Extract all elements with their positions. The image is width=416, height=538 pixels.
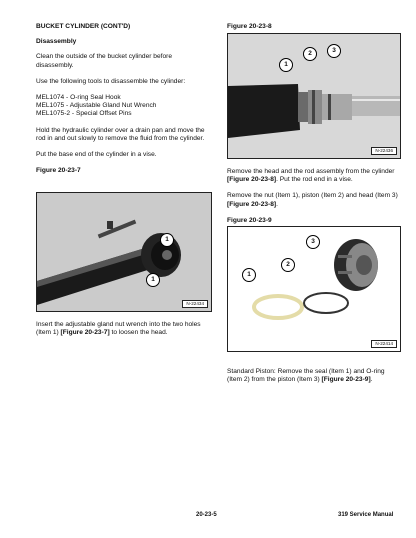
figure-reference: [Figure 20-23-7]	[60, 329, 110, 337]
figure-20-23-7	[36, 192, 212, 312]
right-column-middle	[227, 168, 399, 225]
paragraph	[227, 368, 399, 384]
cylinder-photo	[37, 193, 211, 311]
figure-title: Figure 20-23-7	[36, 167, 81, 175]
tool-item: MEL1075 - Adjustable Gland Nut Wrench	[36, 102, 157, 110]
callout-1: 1	[279, 58, 293, 72]
figure-reference: [Figure 20-23-8]	[227, 176, 277, 184]
callout-2: 2	[281, 258, 295, 272]
paragraph	[227, 168, 399, 184]
paragraph: Use the following tools to disassemble the cylinder:	[36, 77, 186, 85]
tool-item: MEL1075-2 - Special Offset Pins	[36, 110, 132, 118]
figure-20-23-9	[227, 226, 401, 352]
figure-title: Figure 20-23-9	[227, 216, 272, 224]
figure-tag: N-22436	[371, 147, 397, 155]
figure-title: Figure 20-23-8	[227, 23, 272, 30]
text: .	[276, 200, 278, 208]
text: to loosen the head.	[109, 329, 168, 337]
right-column-bottom	[227, 368, 399, 384]
text: Insert the adjustable gland nut wrench into the two holes (Item 1)	[36, 321, 201, 337]
figure-tag: N-22434	[182, 300, 208, 308]
text: Standard Piston: Remove the seal (Item 1) and O-ring (Item 2) from the piston (Item 3)	[227, 368, 385, 384]
figure-reference: [Figure 20-23-9]	[321, 376, 371, 384]
left-column	[36, 23, 210, 175]
tool-item: MEL1074 - O-ring Seal Hook	[36, 94, 121, 102]
callout-2: 2	[303, 47, 317, 61]
left-column-bottom	[36, 321, 210, 337]
subheading: Disassembly	[36, 38, 77, 46]
callout-1: 1	[242, 268, 256, 282]
text: . Put the rod end in a vise.	[276, 176, 353, 184]
text: Remove the head and the rod assembly from the cylinder	[227, 168, 395, 175]
figure-20-23-8	[227, 33, 401, 159]
text: .	[370, 376, 373, 384]
callout-3: 3	[327, 44, 341, 58]
paragraph	[36, 321, 210, 337]
paragraph	[227, 192, 399, 208]
callout-3: 3	[306, 235, 320, 249]
callout-1: 1	[160, 233, 174, 247]
figure-tag: N-22414	[371, 340, 397, 348]
text: Remove the nut (Item 1), piston (Item 2) and head (Item 3)	[227, 192, 398, 200]
callout-1: 1	[146, 273, 160, 287]
page-number: 20-23-5	[196, 512, 217, 518]
paragraph: Put the base end of the cylinder in a vise.	[36, 151, 157, 159]
section-heading: BUCKET CYLINDER (CONT'D)	[36, 23, 131, 30]
figure-reference: [Figure 20-23-8]	[227, 200, 277, 208]
paragraph: Hold the hydraulic cylinder over a drain pan and move the rod in and out slowly to remove the fluid from the cylinder.	[36, 126, 205, 142]
right-column	[227, 23, 399, 31]
paragraph: Clean the outside of the bucket cylinder before disassembly.	[36, 53, 172, 69]
manual-title: 319 Service Manual	[338, 512, 394, 518]
